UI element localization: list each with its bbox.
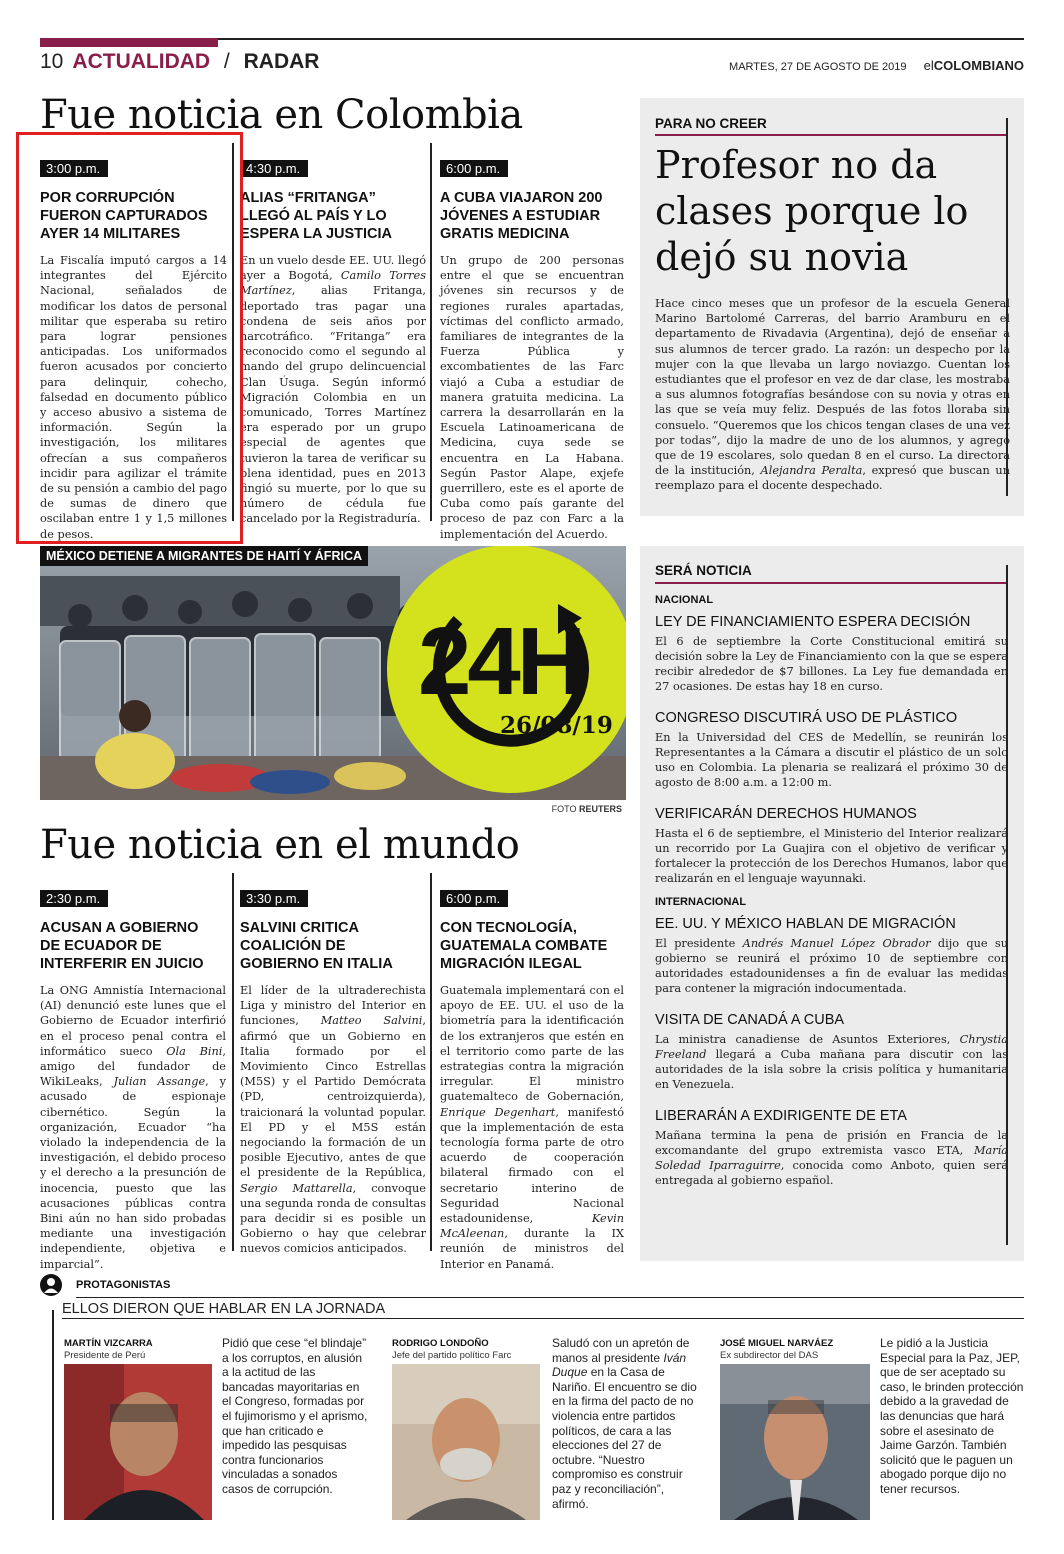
person-mention: Iván Duque (552, 1350, 687, 1380)
person-name: Matteo Salvini (320, 1014, 423, 1028)
body-text: , manifestó que la implementación de esta tecnología forma parte de otro acuerdo de cooperación bilateral firmado con el secretario interino de Seguridad Nacional estadounidense, (440, 1105, 624, 1226)
mundo-story-2 (240, 888, 426, 1257)
body-text: , expresó que buscan un reemplazo para el docente despechado. (655, 464, 1010, 493)
brief-headline: LIBERARÁN A EXDIRIGENTE DE ETA (655, 1108, 907, 1124)
category-nacional: NACIONAL (655, 594, 714, 606)
body-text: La ONG Amnistía Internacional (AI) denunció este lunes que el Gobierno de Ecuador interfirió en el proceso penal contra el informático sueco (40, 984, 226, 1058)
protagonistas-underline (62, 1318, 1024, 1319)
person-name: María Soledad Iparraguirre (655, 1144, 1008, 1172)
body-text: , convoque una segunda ronda de consultas para decidir si es posible un Gobierno o hay que celebrar nuevos comicios anticipados. (240, 1181, 426, 1256)
para-no-creer-body (655, 296, 1010, 494)
time-badge: 3:30 p.m. (240, 890, 308, 907)
photo-caption: MÉXICO DETIENE A MIGRANTES DE HAITÍ Y ÁFRICA (40, 546, 368, 566)
body-text: Hace cinco meses que un profesor de la escuela General Marino Bartolomé Carreras, del barrio Aramburu en el departamento de Rivadavia (Argentina), dejó de enseñar a sus alumnos de tercer grado. La razón: un despecho por la mujer con la que llevaba un largo noviazgo. Cuentan los estudiantes que el profesor en vez de dar clase, les mostraba a sus alumnos fotografías besándose con su novia y otras en las que se veía muy feliz. Después de las fotos lloraba sin consuelo. “Queremos que los chicos tengan clases de una vez por todas”, dijo la madre de uno de los alumnos, y agregó que de 19 escolares, solo quedan 8 en el curso. La directora de la institución, (655, 297, 1010, 478)
brand-name: COLOMBIANO (933, 58, 1024, 73)
mundo-title: Fue noticia en el mundo (40, 822, 520, 868)
person-quote: Le pidió a la Justicia Especial para la Paz, JEP, que de ser aceptado su caso, le brinden protección debido a la gravedad de las denuncias que hará sobre el asesinato de Jaime Garzón. También solicitó que le paguen un abogado porque dijo no tener recursos. (880, 1336, 1024, 1496)
headline-line: MIGRACIÓN ILEGAL (440, 956, 582, 972)
brief-body: El 6 de septiembre la Corte Constitucional emitirá su decisión sobre la Ley de Financiamiento con la que se espera recibir alrededor de $7 billones. La Ley fue demandada en 27 ocasiones. De estas hay 18 en curso. (655, 635, 1008, 693)
headline-line: LLEGÓ AL PAÍS Y LO (240, 208, 387, 224)
issue-date: MARTES, 27 DE AGOSTO DE 2019 (729, 61, 907, 73)
sera-noticia-tag: SERÁ NOTICIA (655, 563, 752, 578)
person-name: Camilo Torres Martínez (240, 269, 426, 298)
brief-headline: CONGRESO DISCUTIRÁ USO DE PLÁSTICO (655, 710, 958, 726)
sera-noticia-list (655, 590, 1008, 1188)
person-role: Presidente de Perú (64, 1350, 146, 1361)
body-text: Mañana termina la pena de prisión en Francia de la excomandante del grupo extremista vasco ETA, (655, 1129, 1008, 1157)
person-name: MARTÍN VIZCARRA (64, 1338, 153, 1349)
person-role: Jefe del partido político Farc (392, 1350, 512, 1361)
story-body (240, 253, 426, 527)
person-quote (552, 1336, 698, 1511)
mundo-story-1 (40, 888, 226, 1272)
headline-line: FUERON CAPTURADOS (40, 208, 208, 224)
para-no-creer-tag: PARA NO CREER (655, 116, 767, 131)
person-quote: Pidió que cese “el blindaje” a los corruptos, en alusión a la actitud de las bancadas mayoritarias en el Congreso, formadas por el fujimorismo y el aprismo, que han criticado e impedido las pesquisas contra funcionarios vinculadas a sonados casos de corrupción. (222, 1336, 368, 1496)
column-divider (430, 873, 432, 1251)
section-header (40, 50, 319, 74)
body-text: Guatemala implementará con el apoyo de EE. UU. el uso de la biometría para la identificación de los extranjeros que estén en el territorio como parte de las estrategias contra la migración irregular. El ministro guatemalteco de Gobernación, (440, 984, 624, 1104)
para-no-creer-title: Profesor no da clases porque lo dejó su novia (655, 143, 969, 279)
brief-headline: EE. UU. Y MÉXICO HABLAN DE MIGRACIÓN (655, 916, 956, 932)
section-separator: / (223, 50, 230, 73)
person-role: Ex subdirector del DAS (720, 1350, 819, 1361)
headline-line: ACUSAN A GOBIERNO (40, 920, 199, 936)
24h-badge-text: 24H (418, 608, 583, 715)
headline-line: INTERFERIR EN JUICIO (40, 956, 204, 972)
credit-source: REUTERS (578, 804, 622, 814)
colombia-story-2 (240, 158, 426, 527)
headline-line: ESPERA LA JUSTICIA (240, 226, 393, 242)
masthead-right (729, 58, 1024, 73)
brief-body: En la Universidad del CES de Medellín, se reunirán los Representantes a la Cámara a discutir el plástico de un solo uso en Colombia. La plenaria se realizará el próximo 30 de agosto de 8:00 a.m. a 12:00 m. (655, 731, 1008, 789)
person-name: Kevin McAleenan (440, 1212, 624, 1241)
protagonistas-tag: PROTAGONISTAS (76, 1279, 171, 1291)
person-name: Andrés Manuel López Obrador (742, 937, 931, 950)
headline-line: ALIAS “FRITANGA” (240, 190, 376, 206)
person-name: Enrique Degenhart (440, 1105, 556, 1119)
avatar (64, 1364, 212, 1520)
brief-headline: VERIFICARÁN DERECHOS HUMANOS (655, 806, 917, 822)
story-headline (240, 189, 426, 243)
person-name: Julian Assange (113, 1075, 206, 1089)
time-badge: 6:00 p.m. (440, 160, 508, 177)
colombia-story-3 (440, 158, 624, 542)
photo-credit (552, 804, 622, 814)
headline-line: COALICIÓN DE (240, 938, 346, 954)
tag-underline (655, 134, 1008, 136)
24h-badge-date: 26/08/19 (500, 712, 613, 739)
column-divider (232, 873, 234, 1251)
body-text: Saludó con un apretón de manos al presidente (552, 1336, 690, 1365)
person-name: Sergio Mattarella (240, 1181, 353, 1195)
headline-line: GUATEMALA COMBATE (440, 938, 608, 954)
protagonistas-rule (76, 1297, 1024, 1298)
subsection-name: RADAR (243, 50, 320, 73)
person-name: Chrystia Freeland (655, 1033, 1008, 1061)
story-headline (440, 919, 624, 973)
tag-underline (655, 582, 1008, 584)
brief-body (655, 1032, 1008, 1092)
avatar (720, 1364, 870, 1520)
body-text: llegará a Cuba mañana para discutir con las autoridades de la isla sobre la crisis política y humanitaria en Venezuela. (655, 1048, 1008, 1091)
person-name: Ola Bini (166, 1044, 223, 1058)
body-text: , alias Fritanga, deportado tras pagar una condena de seis años por narcotráfico. “Fritanga” era reconocido como el segundo al mando del grupo delincuencial Clan Úsuga. Según informó Migración Colombia en un comunicado, Torres Martínez era esperado por un grupo especial de agentes que tuvieron la tarea de verificar su plena identidad, pues en 2013 fingió su muerte, por lo que su número de cédula fue cancelado por la Registraduría. (240, 284, 426, 526)
highlight-box (16, 132, 243, 544)
body-text: , conocida como Anboto, quien será entregada al gobierno español. (655, 1159, 1008, 1187)
story-body (440, 983, 624, 1272)
time-badge: 2:30 p.m. (40, 890, 108, 907)
brief-headline: LEY DE FINANCIAMIENTO ESPERA DECISIÓN (655, 614, 971, 630)
time-badge: 3:00 p.m. (40, 160, 108, 177)
story-headline (440, 189, 624, 243)
headline-line: POR CORRUPCIÓN (40, 190, 175, 206)
time-badge: 4:30 p.m. (240, 160, 308, 177)
header-accent-bar (40, 38, 218, 47)
brief-body (655, 1128, 1008, 1188)
story-headline (240, 919, 426, 973)
section-name: ACTUALIDAD (72, 50, 211, 73)
body-text: , y acusado de espionaje cibernético. Según la organización, Ecuador “ha violado la independencia de la investigación, el debido proceso y el derecho a la presunción de inocencia, puesto que las acusaciones públicas contra Bini aún no han sido probadas mediante una investigación independiente, objetiva e imparcial”. (40, 1075, 226, 1271)
person-name: JOSÉ MIGUEL NARVÁEZ (720, 1338, 834, 1349)
story-body (40, 983, 226, 1272)
page-number: 10 (40, 50, 64, 73)
body-text: , amigo del fundador de WikiLeaks, (40, 1044, 226, 1089)
headline-line: JÓVENES A ESTUDIAR (440, 208, 601, 224)
body-text: El presidente (655, 937, 743, 950)
column-divider (430, 143, 432, 521)
time-badge: 6:00 p.m. (440, 890, 508, 907)
headline-line: DE ECUADOR DE (40, 938, 162, 954)
story-body: La Fiscalía imputó cargos a 14 integrantes del Ejército Nacional, señalados de modificar los datos de personal militar que esperaba su retiro para lograr pensiones anticipadas. Los uniformados fueron acusados por concierto para delinquir, cohecho, falsedad en documento público y acceso abusivo a sistema de información. Según la investigación, los militares ofrecían a sus compañeros incidir para agilizar el trámite de su pensión a cambio del pago de sumas de dinero que oscilaban entre 1 y 1,5 millones de pesos. (40, 254, 227, 541)
body-text: , durante la IX reunión de ministros del Interior en Panamá. (440, 1227, 624, 1271)
headline-line: CON TECNOLOGÍA, (440, 920, 577, 936)
protagonistas-subtitle: ELLOS DIERON QUE HABLAR EN LA JORNADA (62, 1301, 386, 1317)
avatar (392, 1364, 540, 1520)
body-text: La ministra canadiense de Asuntos Exteriores, (655, 1033, 960, 1046)
body-text: en la Casa de Nariño. El encuentro se dio en la firma del pacto de no violencia entre partidos políticos, de cara a las elecciones del 27 de octubre. “Nuestro compromiso es construir paz y reconciliación”, afirmó. (552, 1365, 697, 1511)
body-text: En un vuelo desde EE. UU. llegó ayer a Bogotá, (240, 254, 426, 283)
headline-line: GOBIERNO EN ITALIA (240, 956, 393, 972)
headline-line: A CUBA VIAJARON 200 (440, 190, 603, 206)
brand-logo (924, 58, 1024, 73)
story-headline (40, 919, 226, 973)
body-text: , afirmó que un Gobierno en Italia formado por el Movimiento Cinco Estrellas (M5S) y el Partido Demócrata (PD, centroizquierda), traicionará la voluntad popular. El PD y el M5S están negociando la formación de un posible Ejecutivo, antes de que el presidente de la República, (240, 1014, 427, 1180)
body-text: dijo que su gobierno se reunirá el próximo 10 de septiembre con autoridades estadounidenses a fin de evaluar las medidas para contener la migración indocumentada. (655, 937, 1008, 995)
person-name: RODRIGO LONDOÑO (392, 1338, 489, 1349)
credit-label: FOTO (551, 804, 577, 814)
headline-line: GRATIS MEDICINA (440, 226, 570, 242)
body-text: El líder de la ultraderechista Liga y ministro del Interior en funciones, (240, 984, 426, 1028)
person-silhouette-icon (40, 1274, 62, 1296)
colombia-title: Fue noticia en Colombia (40, 92, 523, 138)
headline-line: SALVINI CRITICA (240, 920, 359, 936)
story-body (240, 983, 426, 1257)
person-name: Alejandra Peralta (760, 464, 863, 478)
brief-body (655, 936, 1008, 996)
protagonistas-vertical-rule (52, 1310, 54, 1520)
story-body: Un grupo de 200 personas entre el que se encuentran jóvenes sin recursos y de regiones rurales apartadas, víctimas del conflicto armado, familiares de integrantes de la Fuerza Pública y excombatientes de las Farc viajó a Cuba a estudiar de manera gratuita medicina. La carrera la desarrollarán en la Escuela Latinoamericana de Medicina, cuya sede se encuentra en La Habana. Según Pastor Alape, exjefe guerrillero, este es el aporte de Cuba como país garante del proceso de paz con Farc a la implementación del Acuerdo. (440, 254, 624, 541)
mundo-story-3 (440, 888, 624, 1272)
category-internacional: INTERNACIONAL (655, 896, 747, 908)
headline-line: AYER 14 MILITARES (40, 226, 181, 242)
brief-headline: VISITA DE CANADÁ A CUBA (655, 1012, 845, 1028)
brief-body: Hasta el 6 de septiembre, el Ministerio del Interior realizará un recorrido por La Guajira con el objetivo de verificar y fortalecer la protección de los Derechos Humanos, labor que realizarán en el lenguaje wayunnaki. (655, 827, 1008, 885)
brand-prefix: el (923, 58, 934, 73)
